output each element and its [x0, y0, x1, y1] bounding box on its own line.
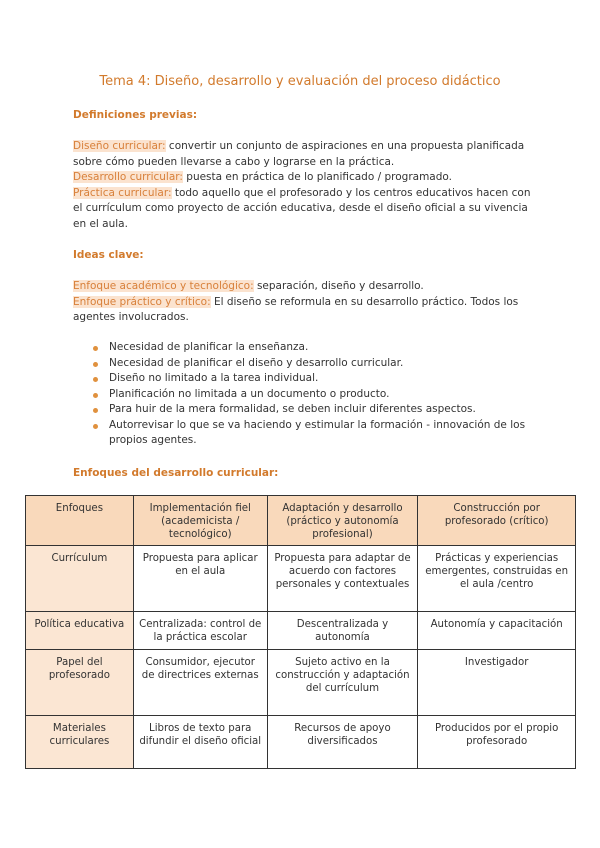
list-item: Planificación no limitada a un documento o producto. [93, 387, 533, 403]
idea-text: El diseño se reformula en su desarrollo práctico. Todos los agentes involucrados. [73, 295, 519, 323]
table-cell: Autonomía y capacitación [418, 612, 576, 650]
list-item: Para huir de la mera formalidad, se deben incluir diferentes aspectos. [93, 402, 533, 418]
list-item: Autorrevisar lo que se va haciendo y estimular la formación - innovación de los propios agentes. [93, 418, 533, 449]
page-title: Tema 4: Diseño, desarrollo y evaluación del proceso didáctico [99, 74, 501, 89]
ideas-bullet-list [93, 340, 533, 449]
definition-term: Práctica curricular: [73, 186, 172, 199]
table-row-header: Materiales curriculares [26, 716, 134, 769]
enfoques-table [25, 495, 576, 769]
table-header-cell: Implementación fiel (academicista / tecnológico) [133, 496, 267, 546]
list-item: Necesidad de planificar el diseño y desarrollo curricular. [93, 356, 533, 372]
ideas-paragraph [73, 279, 533, 326]
table-row [26, 716, 576, 769]
table-row [26, 650, 576, 716]
enfoques-heading: Enfoques del desarrollo curricular: [73, 467, 279, 479]
table-cell: Prácticas y experiencias emergentes, construidas en el aula /centro [418, 546, 576, 612]
definition-term: Diseño curricular: [73, 140, 166, 152]
bullet-icon [93, 377, 98, 382]
table-cell: Centralizada: control de la práctica escolar [133, 612, 267, 650]
list-item: Diseño no limitado a la tarea individual. [93, 371, 533, 387]
table-row-header: Currículum [26, 546, 134, 612]
table-row-header: Política educativa [26, 612, 134, 650]
table-header-cell: Construcción por profesorado (crítico) [418, 496, 576, 546]
list-item: Necesidad de planificar la enseñanza. [93, 340, 533, 356]
idea-term: Enfoque práctico y crítico: [73, 295, 211, 308]
table-cell: Recursos de apoyo diversificados [267, 716, 418, 769]
table-header-cell: Enfoques [26, 496, 134, 546]
table-cell: Libros de texto para difundir el diseño oficial [133, 716, 267, 769]
table-header-cell: Adaptación y desarrollo (práctico y autonomía profesional) [267, 496, 418, 546]
table-cell: Consumidor, ejecutor de directrices externas [133, 650, 267, 716]
table-row-header: Papel del profesorado [26, 650, 134, 716]
table-row [26, 546, 576, 612]
table-cell: Descentralizada y autonomía [267, 612, 418, 650]
table-cell: Producidos por el propio profesorado [418, 716, 576, 769]
bullet-icon [93, 408, 98, 413]
definiciones-heading: Definiciones previas: [73, 109, 198, 121]
ideas-heading: Ideas clave: [73, 249, 144, 261]
table-cell: Sujeto activo en la construcción y adaptación del currículum [267, 650, 418, 716]
definition-text: puesta en práctica de lo planificado / programado. [182, 171, 452, 183]
table-row [26, 612, 576, 650]
idea-term: Enfoque académico y tecnológico: [73, 280, 254, 292]
table-cell: Propuesta para adaptar de acuerdo con factores personales y contextuales [267, 546, 418, 612]
bullet-icon [93, 424, 98, 429]
definition-term: Desarrollo curricular: [73, 171, 183, 183]
definiciones-paragraph [73, 139, 533, 232]
bullet-icon [93, 393, 98, 398]
bullet-icon [93, 362, 98, 367]
bullet-icon [93, 346, 98, 351]
idea-text: separación, diseño y desarrollo. [253, 280, 424, 292]
table-cell: Investigador [418, 650, 576, 716]
table-cell: Propuesta para aplicar en el aula [133, 546, 267, 612]
definition-text: convertir un conjunto de aspiraciones en una propuesta planificada sobre cómo pueden llevarse a cabo y lograrse en la práctica. [73, 140, 525, 168]
definition-text: todo aquello que el profesorado y los centros educativos hacen con el currículum como proyecto de acción educativa, desde el diseño oficial a su vivencia en el aula. [73, 186, 531, 230]
table-header-row [26, 496, 576, 546]
